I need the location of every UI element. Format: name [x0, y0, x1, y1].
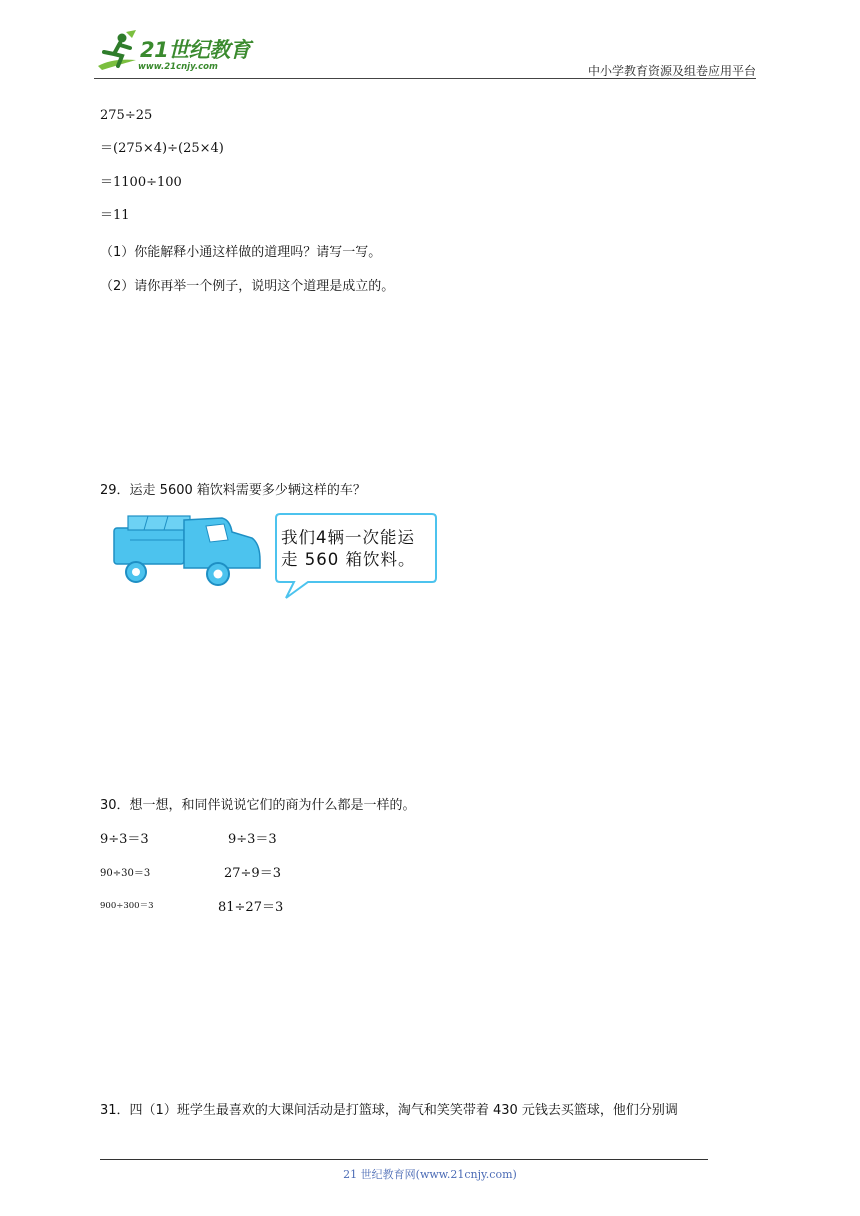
runner-logo-icon [92, 30, 142, 76]
q31-text: 31．四（1）班学生最喜欢的大课间活动是打篮球，淘气和笑笑带着 430 元钱去买篮球，他们分别调 [100, 1103, 678, 1118]
calc-line-4: ＝11 [100, 208, 130, 223]
truck-cab [184, 518, 260, 568]
calc-line-2: ＝(275×4)÷(25×4) [100, 141, 224, 156]
footer-divider [100, 1159, 708, 1160]
header-divider [94, 78, 756, 79]
q29-text: 29．运走 5600 箱饮料需要多少辆这样的车？ [100, 483, 366, 498]
bubble-line-2: 走 560 箱饮料。 [281, 550, 416, 569]
q28-part1: （1）你能解释小通这样做的道理吗？请写一写。 [100, 245, 382, 260]
eq-right-1: 9÷3＝3 [228, 832, 277, 847]
truck-illustration [110, 510, 265, 590]
eq-right-3: 81÷27＝3 [218, 900, 284, 915]
truck-cargo [114, 516, 190, 564]
bubble-line-1: 我们4辆一次能运 [281, 528, 415, 547]
q28-part2: （2）请你再举一个例子，说明这个道理是成立的。 [100, 279, 395, 294]
logo-url: www.21cnjy.com [138, 62, 218, 72]
eq-left-1: 9÷3＝3 [100, 832, 149, 847]
platform-name: 中小学教育资源及组卷应用平台 [587, 64, 756, 78]
calc-line-1: 275÷25 [100, 108, 153, 123]
eq-right-2: 27÷9＝3 [224, 866, 281, 881]
logo-text: 21世纪教育 [140, 38, 251, 62]
q30-text: 30．想一想，和同伴说说它们的商为什么都是一样的。 [100, 798, 416, 813]
footer-text: 21 世纪教育网(www.21cnjy.com) [343, 1168, 517, 1181]
eq-left-2: 90÷30＝3 [100, 868, 151, 879]
calc-line-3: ＝1100÷100 [100, 175, 182, 190]
site-logo [92, 30, 262, 78]
eq-left-3: 900÷300＝3 [100, 901, 154, 911]
